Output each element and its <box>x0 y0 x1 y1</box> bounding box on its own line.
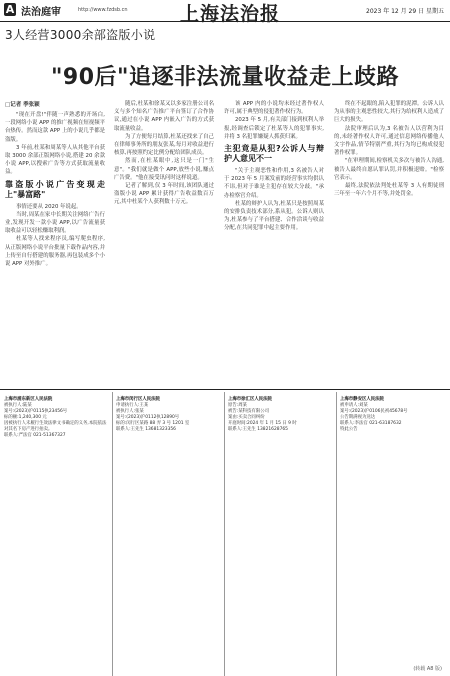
column-rule <box>112 392 113 676</box>
notice-line: 被执行人:张某 <box>116 409 144 414</box>
paragraph: 为了方便每月结算,杜某还找来了自己在律师事务所的朋友张某,每月对收益进行核算,再按照约定比例分配给团队成员。 <box>114 133 214 157</box>
paragraph: 终在不起眼的,陷入犯罪的泥潭。公诉人认为从事的主观恶性较大,其行为给权利人造成了巨大的损失。 <box>334 101 444 124</box>
site-url[interactable]: http://www.fzdsb.cn <box>78 7 128 13</box>
paragraph: 2023 年 5 月,有关部门接到权利人举报,经调查后锁定了杜某等人的犯罪事实,并将 3 名犯罪嫌疑人抓获归案。 <box>224 117 324 140</box>
notice-line: 标的:闵行区某路 88 弄 3 号 1201 室 <box>116 421 190 426</box>
paragraph: 杜某的辩护人认为,杜某只是按照周某的安排负责技术部分,系从犯。公诉人则认为,杜某参与了平台搭建、合作洽谈与收益分配,在共同犯罪中起主要作用。 <box>224 200 324 232</box>
notice-line: 案号:(2023)沪0112执12890号 <box>116 415 180 420</box>
notice-line: 联系人:李法官 021-63187632 <box>340 421 402 426</box>
notice-line: 联系人:严法官 021-51367327 <box>4 433 66 438</box>
notice-line: 案号:(2023)沪0106民初45678号 <box>340 409 408 414</box>
notice-line: 被告:某科技有限公司 <box>228 409 269 414</box>
section-heading: 主犯竟是从犯?公诉人与辩护人意见不一 <box>224 144 324 164</box>
notice-title: 上海市浦东新区人民法院 <box>4 397 53 402</box>
notice-column-3 <box>228 393 332 663</box>
notice-line: 开庭时间:2024 年 1 月 15 日 9 时 <box>228 421 297 426</box>
continuation-note: (转载 A8 版) <box>413 666 442 672</box>
notice-title: 上海市静安区人民法院 <box>340 397 384 402</box>
column-rule <box>224 392 225 676</box>
paragraph: 然而,在杜某眼中,这只是一门"生意"。"我们就是做个 APP,放些小说,赚点广告费。"他在接受讯问时这样说道。 <box>114 158 214 181</box>
notice-line: 案由:买卖合同纠纷 <box>228 415 265 420</box>
paragraph: 随后,杜某和徐某又以多家注册公司名义与多个知名广告推广平台签订了合作协议,通过在小说 APP 内嵌入广告的方式获取流量收益。 <box>114 101 214 132</box>
paragraph: 3 年前,杜某和周某等人从其他平台获取 3000 余部正版网络小说,搭建 20 余款小说 APP,以搜索广告等方式获取流量收益。 <box>5 144 105 176</box>
notice-line: 申请执行人:王某 <box>116 403 149 408</box>
notice-line: 因被执行人未履行生效法律文书确定的义务,本院依法对其名下房产进行拍卖。 <box>4 421 107 432</box>
article-subtitle: 3人经营3000余部盗版小说 <box>5 28 156 42</box>
paragraph: 法院审理后认为,3 名被告人以营利为目的,未经著作权人许可,通过信息网络传播他人文字作品,情节特别严重,其行为均已构成侵犯著作权罪。 <box>334 125 444 157</box>
issue-date: 2023 年 12 月 29 日 星期五 <box>366 8 444 15</box>
paragraph: 事情还要从 2020 年说起。 <box>16 203 82 210</box>
paragraph: 当时,周某在家中长期关注网络广告行业,发现开发一款小说 APP,以广告流量获取收益可以轻松赚取利润。 <box>5 211 105 235</box>
byline: □记者 季张颖 <box>5 102 40 108</box>
paragraph: 最终,法院依法判处杜某等 3 人有期徒刑三年至一年六个月不等,并处罚金。 <box>334 183 444 198</box>
notice-line: 公告期满视为送达 <box>340 415 376 420</box>
section-name: 法治庭审 <box>21 7 61 18</box>
notice-column-4 <box>340 393 446 663</box>
paragraph: 该 APP 内的小说均未经过著作权人许可,属于典型的侵犯著作权行为。 <box>224 101 324 116</box>
section-divider <box>0 389 450 390</box>
article-title: "90后"追逐非法流量收益走上歧路 <box>50 65 400 90</box>
paragraph: "在审理期间,检察机关多次与被告人沟通,被告人最终自愿认罪认罚,并积极退赔。"检察官表示。 <box>334 158 444 181</box>
notice-column-2 <box>116 393 220 663</box>
notice-line: 联系人:王先生 13821628765 <box>228 427 288 432</box>
paragraph: 杜某等人找来程序员,编写爬虫程序,从正版网络小说平台批量下载作品内容,并上传至自行搭建的服务器,再包装成多个小说 APP 对外推广。 <box>5 236 105 268</box>
article-column-4 <box>334 100 444 385</box>
notice-line: 标的额:1,240,300 元 <box>4 415 47 420</box>
paragraph: "现在开盘!"伴随一声熟悉的开场白,一段网络小说 APP 的推广视频在短视频平台热传。然而这款 APP 上的小说几乎都是盗版。 <box>5 112 105 143</box>
notice-title: 上海市徐汇区人民法院 <box>228 397 272 402</box>
notice-line: 案号:(2023)沪0115执23456号 <box>4 409 68 414</box>
paragraph: 记者了解到,仅 3 年时间,该团队通过盗版小说 APP 累计获得广告收益数百万元,其中杜某个人获利数十万元。 <box>114 183 214 206</box>
section-logo-icon: A <box>5 3 15 16</box>
notice-line: 被申请人:刘某 <box>340 403 368 408</box>
notice-line: 特此公告 <box>340 427 358 432</box>
notice-line: 原告:周某 <box>228 403 248 408</box>
article-column-2 <box>114 100 214 385</box>
page-header <box>0 0 450 25</box>
article-column-1 <box>5 100 105 385</box>
notice-line: 被执行人:陆某 <box>4 403 32 408</box>
column-rule <box>336 392 337 676</box>
notice-line: 联系人:王先生 13681323356 <box>116 427 176 432</box>
notice-column-1 <box>4 393 108 663</box>
section-heading: 靠盗版小说广告变现走上"暴富路" <box>5 179 105 199</box>
article-column-3 <box>224 100 324 385</box>
notice-title: 上海市闵行区人民法院 <box>116 397 160 402</box>
newspaper-masthead: 上海法治报 <box>180 3 281 25</box>
paragraph: "关于主观恶性和作用,3 名被告人对于 2023 年 5 月案发前的经营事实均供认不讳,但对于谁是主犯存在较大分歧。"承办检察官介绍。 <box>224 168 324 199</box>
